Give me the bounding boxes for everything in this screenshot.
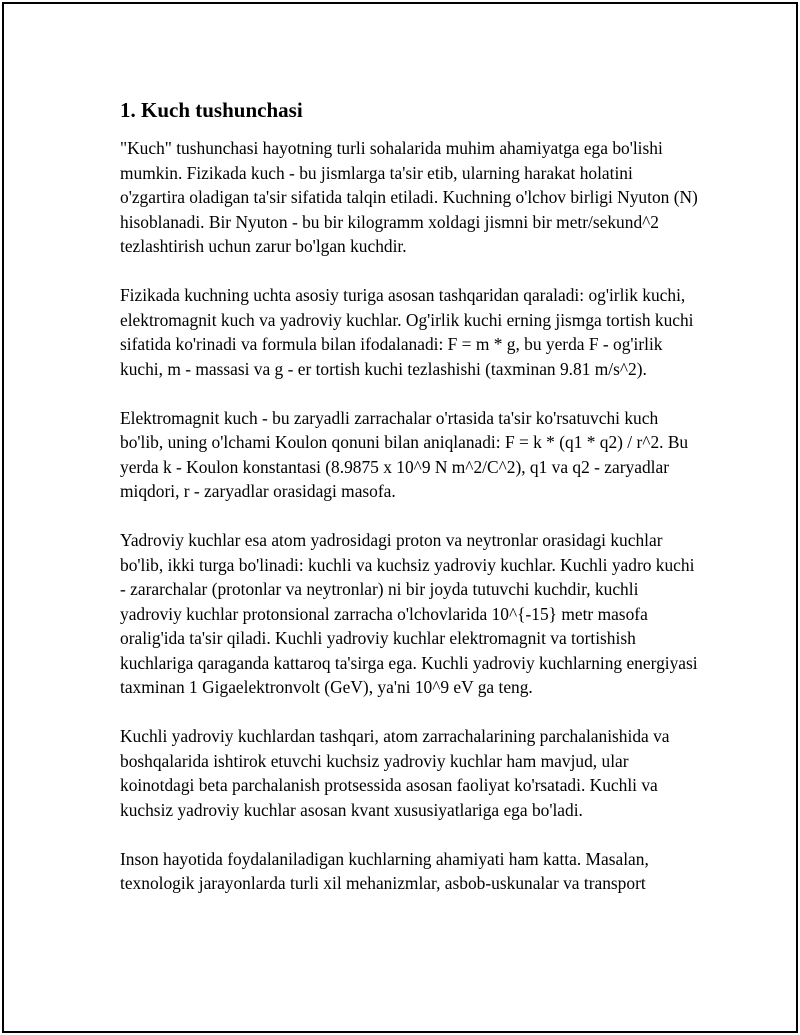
paragraph-electromagnetic: Elektromagnit kuch - bu zaryadli zarrachalar o'rtasida ta'sir ko'rsatuvchi kuch bo'lib, uning o'lchami Koulon qonuni bilan aniqlanadi: F = k * (q1 * q2) / r^2. Bu yerda k - Koulon konstantasi (8.9875 x 10^9 N m^2/C^2), q1 va q2 - zaryadlar miqdori, r - zaryadlar orasidagi masofa. (120, 407, 689, 501)
section-heading: 1. Kuch tushunchasi (120, 98, 303, 122)
page-frame (2, 2, 798, 1033)
paragraph-gravity: Fizikada kuchning uchta asosiy turiga asosan tashqaridan qaraladi: og'irlik kuchi, elektromagnit kuch va yadroviy kuchlar. Og'irlik kuchi erning jismga tortish kuchi sifatida ko'rinadi va formula bilan ifodalanadi: F = m * g, bu yerda F - og'irlik kuchi, m - massasi va g - er tortish kuchi tezlashishi (taxminan 9.81 m/s^2). (120, 285, 694, 379)
document-body (120, 96, 700, 920)
paragraph-nuclear: Yadroviy kuchlar esa atom yadrosidagi proton va neytronlar orasidagi kuchlar bo'lib, ikki turga bo'linadi: kuchli va kuchsiz yadroviy kuchlar. Kuchli yadro kuchi - zararchalar (protonlar va neytronlar) ni bir joyda tutuvchi kuchdir, kuchli yadroviy kuchlar protonsional zarracha o'lchovlarida 10^{-15} metr masofa oralig'ida ta'sir qiladi. Kuchli yadroviy kuchlar elektromagnit va tortishish kuchlariga qaraganda kattaroq ta'sirga ega. Kuchli yadroviy kuchlarning energiyasi taxminan 1 Gigaelektronvolt (GeV), ya'ni 10^9 eV ga teng. (120, 530, 698, 697)
paragraph-human-life: Inson hayotida foydalaniladigan kuchlarning ahamiyati ham katta. Masalan, texnologik jarayonlarda turli xil mehanizmlar, asbob-uskunalar va transport (120, 848, 649, 893)
paragraph-definition: "Kuch" tushunchasi hayotning turli sohalarida muhim ahamiyatga ega bo'lishi mumkin. Fizikada kuch - bu jismlarga ta'sir etib, ularning harakat holatini o'zgartira oladigan ta'sir sifatida talqin etiladi. Kuchning o'lchov birligi Nyuton (N) hisoblanadi. Bir Nyuton - bu bir kilogramm xoldagi jismni bir metr/sekund^2 tezlashtirish uchun zarur bo'lgan kuchdir. (120, 138, 698, 256)
paragraph-weak-nuclear: Kuchli yadroviy kuchlardan tashqari, atom zarrachalarining parchalanishida va boshqalarida ishtirok etuvchi kuchsiz yadroviy kuchlar ham mavjud, ular koinotdagi beta parchalanish protsessida asosan faoliyat ko'rsatadi. Kuchli va kuchsiz yadroviy kuchlar asosan kvant xususiyatlariga ega bo'ladi. (120, 726, 670, 820)
